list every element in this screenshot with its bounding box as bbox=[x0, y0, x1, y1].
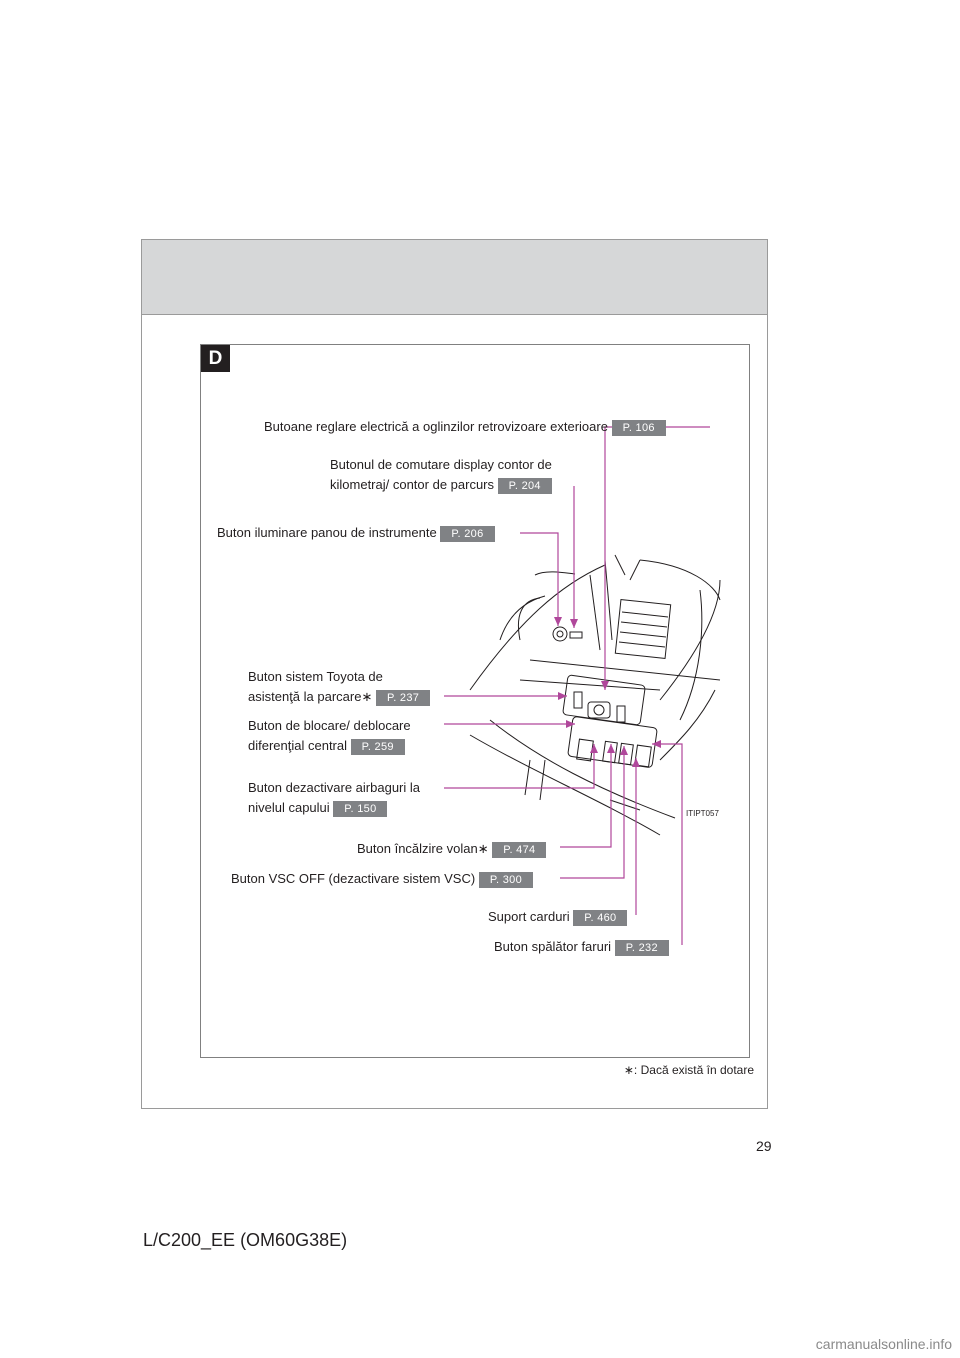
image-code: ITIPT057 bbox=[686, 809, 719, 818]
washer-label: Buton spălător faruri P. 232 bbox=[494, 937, 669, 957]
ref-badge[interactable]: P. 232 bbox=[615, 940, 669, 956]
footnote: ∗: Dacă există în dotare bbox=[623, 1063, 754, 1077]
panel-light-label: Buton iluminare panou de instrumente P. 206 bbox=[217, 523, 495, 543]
diff-lock-label: Buton de blocare/ deblocare diferenţial central P. 259 bbox=[248, 718, 411, 753]
parking-label: Buton sistem Toyota de asistenţă la parcare∗ P. 237 bbox=[248, 667, 430, 707]
section-badge: D bbox=[201, 345, 230, 372]
mirror-label: Butoane reglare electrică a oglinzilor retrovizoare exterioare P. 106 bbox=[264, 417, 666, 437]
airbag-label: Buton dezactivare airbaguri la nivelul capului P. 150 bbox=[248, 780, 420, 815]
ref-badge[interactable]: P. 460 bbox=[573, 910, 627, 926]
display-label: Butonul de comutare display contor de kilometraj/ contor de parcurs P. 204 bbox=[330, 457, 552, 492]
ref-badge[interactable]: P. 106 bbox=[612, 420, 666, 436]
document-code: L/C200_EE (OM60G38E) bbox=[143, 1230, 348, 1250]
ref-badge[interactable]: P. 237 bbox=[376, 690, 430, 706]
vsc-label: Buton VSC OFF (dezactivare sistem VSC) P. 300 bbox=[231, 869, 533, 889]
card-holder-label: Suport carduri P. 460 bbox=[488, 907, 627, 927]
ref-badge[interactable]: P. 474 bbox=[492, 842, 546, 858]
ref-badge[interactable]: P. 204 bbox=[498, 478, 552, 494]
ref-badge[interactable]: P. 206 bbox=[440, 526, 494, 542]
ref-badge[interactable]: P. 150 bbox=[333, 801, 387, 817]
asterisk-icon: ∗ bbox=[477, 841, 489, 856]
asterisk-icon: ∗ bbox=[361, 689, 373, 704]
page-number: 29 bbox=[756, 1138, 772, 1154]
ref-badge[interactable]: P. 300 bbox=[479, 872, 533, 888]
heater-label: Buton încălzire volan∗ P. 474 bbox=[357, 839, 546, 859]
ref-badge[interactable]: P. 259 bbox=[351, 739, 405, 755]
watermark: carmanualsonline.info bbox=[815, 1336, 952, 1352]
